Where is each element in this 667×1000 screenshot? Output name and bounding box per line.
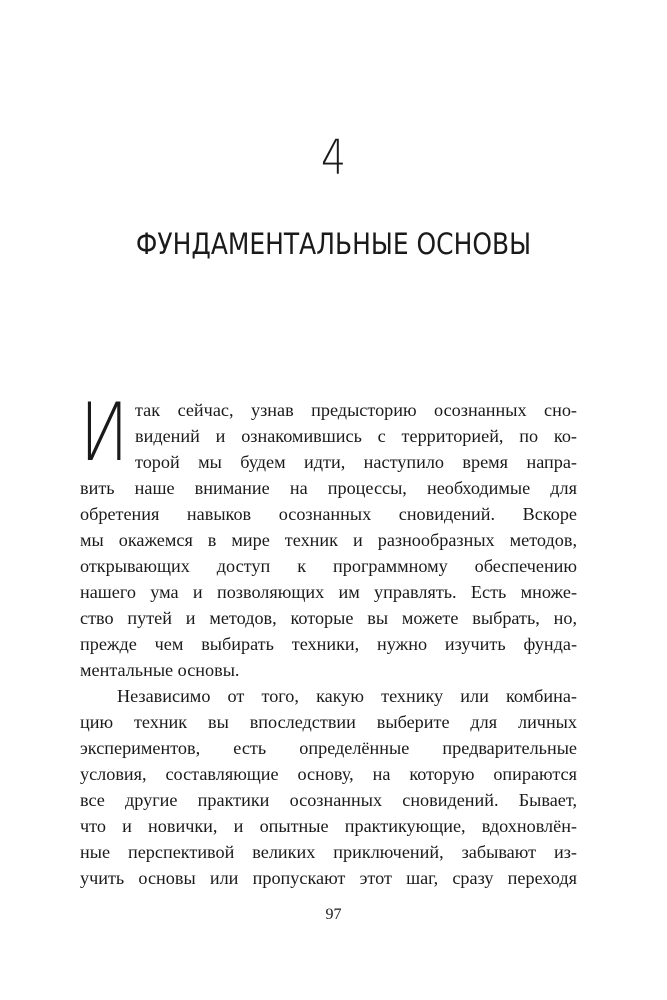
body-text [80, 397, 577, 891]
page-number: 97 [325, 906, 342, 923]
text-line: что и новички, и опытные практикующие, вдохновлён- [80, 816, 577, 836]
text-line: ные перспективой великих приключений, забывают из- [80, 842, 577, 862]
text-line: цию техник вы впоследствии выберите для личных [80, 712, 577, 732]
text-line: Независимо от того, какую технику или комбина- [117, 686, 577, 706]
drop-cap: И [80, 386, 129, 479]
text-line: экспериментов, есть определённые предварительные [80, 738, 577, 758]
text-line: вить наше внимание на процессы, необходимые для [80, 478, 577, 498]
chapter-number: 4 [320, 130, 347, 186]
text-line: ство путей и методов, которые вы можете выбрать, но, [80, 608, 577, 628]
text-line: торой мы будем идти, наступило время напра- [135, 452, 577, 472]
text-line: все другие практики осознанных сновидений. Бывает, [80, 790, 577, 810]
chapter-title: ФУНДАМЕНТАЛЬНЫЕ ОСНОВЫ [135, 227, 532, 261]
text-line: ментальные основы. [80, 660, 240, 680]
text-line: мы окажемся в мире техник и разнообразных методов, [80, 530, 577, 550]
text-line: так сейчас, узнав предысторию осознанных сно- [135, 400, 577, 420]
text-line: видений и ознакомившись с территорией, по ко- [135, 426, 577, 446]
text-line: условия, составляющие основу, на которую опираются [80, 764, 577, 784]
text-line: нашего ума и позволяющих им управлять. Есть множе- [80, 582, 577, 602]
text-line: прежде чем выбирать техники, нужно изучить фунда- [80, 634, 577, 654]
text-line: обретения навыков осознанных сновидений. Вскоре [80, 504, 577, 524]
text-line: учить основы или пропускают этот шаг, сразу переходя [80, 868, 577, 888]
text-line: открывающих доступ к программному обеспечению [80, 556, 577, 576]
